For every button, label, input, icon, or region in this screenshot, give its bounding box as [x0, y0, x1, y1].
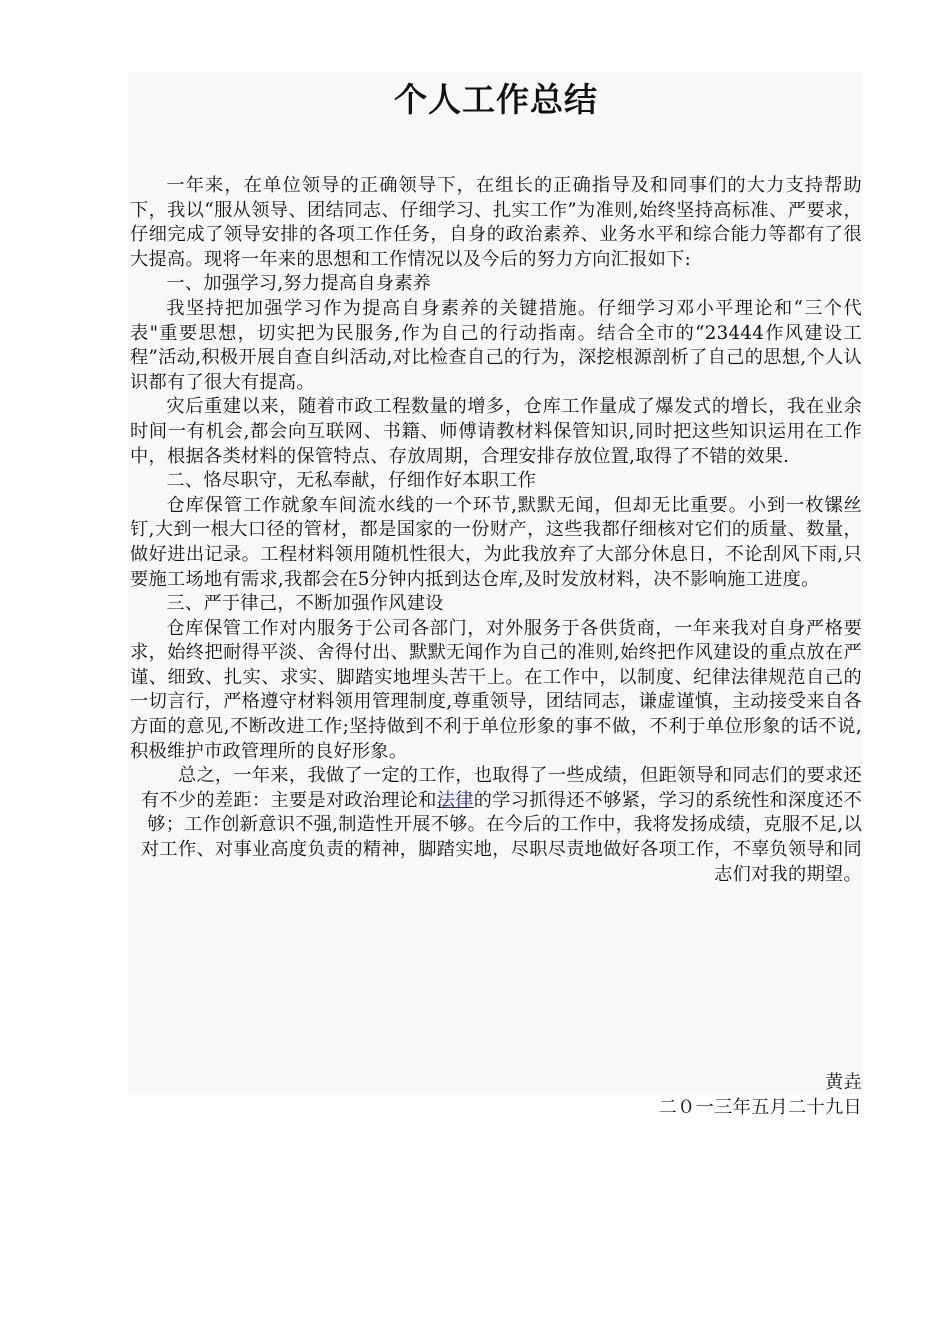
signature-block	[612, 1070, 862, 1120]
paragraph-intro: 一年来，在单位领导的正确领导下，在组长的正确指导及和同事们的大力支持帮助下，我以“服从领导、团结同志、仔细学习、扎实工作”为准则,始终坚持高标准、严要求，仔细完成了领导安排的各项工作任务，自身的政治素养、业务水平和综合能力等都有了很大提高。现将一年来的思想和工作情况以及今后的努力方向汇报如下:	[130, 175, 862, 270]
paragraph-warehouse: 仓库保管工作就象车间流水线的一个环节,默默无闻，但却无比重要。小到一枚镙丝钉,大到一根大口径的管材，都是国家的一份财产，这些我都仔细核对它们的质量、数量，做好进出记录。工程材料领用随机性很大，为此我放弃了大部分休息日，不论刮风下雨,只要施工场地有需求,我都会在5分钟内抵到达仓库,及时发放材料，决不影响施工进度。	[130, 494, 862, 590]
conclusion-text-after: 的学习抓得还不够紧，学习的系统性和深度还不够；工作创新意识不强,制造性开展不够。在今后的工作中，我将发扬成绩，克服不足,以对工作、对事业高度负责的精神，脚踏实地，尽职尽责地做好各项工作，不辜负领导和同志们对我的期望。	[140, 789, 862, 885]
paragraph-conclusion	[130, 764, 862, 887]
conclusion-text-before: 总之，一年来，我做了一定的工作，也取得了一些成绩，但距领导和同志们的要求还有不少的差距：主要是对政治理论和	[140, 765, 862, 811]
paragraph-rebuild: 灾后重建以来，随着市政工程数量的增多，仓库工作量成了爆发式的增长，我在业余时间一有机会,都会向互联网、书籍、师傅请教材料保管知识,同时把这些知识运用在工作中，根据各类材料的保管特点、存放周期，合理安排存放位置,取得了不错的效果.	[130, 396, 862, 467]
document-content	[130, 78, 862, 887]
signature-date: 二０一三年五月二十九日	[658, 1097, 862, 1118]
law-link[interactable]: 法律	[436, 789, 474, 811]
section-heading-3: 三、严于律己，不断加强作风建设	[166, 593, 444, 615]
paragraph-discipline: 仓库保管工作对内服务于公司各部门，对外服务于各供货商，一年来我对自身严格要求，始终把耐得平淡、舍得付出、默默无闻作为自己的准则,始终把作风建设的重点放在严谨、细致、扎实、求实、脚踏实地埋头苦干上。在工作中，以制度、纪律法律规范自己的一切言行，严格遵守材料领用管理制度,尊重领导，团结同志，谦虚谨慎，主动接受来自各方面的意见,不断改进工作;坚持做到不利于单位形象的事不做，不利于单位形象的话不说,积极维护市政管理所的良好形象。	[130, 617, 862, 762]
section-heading-1: 一、加强学习,努力提高自身素养	[166, 273, 432, 295]
section-heading-2: 二、恪尽职守，无私奉献，仔细作好本职工作	[166, 470, 537, 492]
document-title: 个人工作总结	[394, 80, 598, 119]
signature-name: 黄垚	[825, 1072, 862, 1093]
paragraph-study: 我坚持把加强学习作为提高自身素养的关键措施。仔细学习邓小平理论和“三个代表"重要思想，切实把为民服务,作为自己的行动指南。结合全市的“23444作风建设工程”活动,积极开展自查自纠活动,对比检查自己的行为，深挖根源剖析了自己的思想,个人认识都有了很大有提高。	[130, 297, 862, 393]
document-body	[130, 174, 862, 887]
